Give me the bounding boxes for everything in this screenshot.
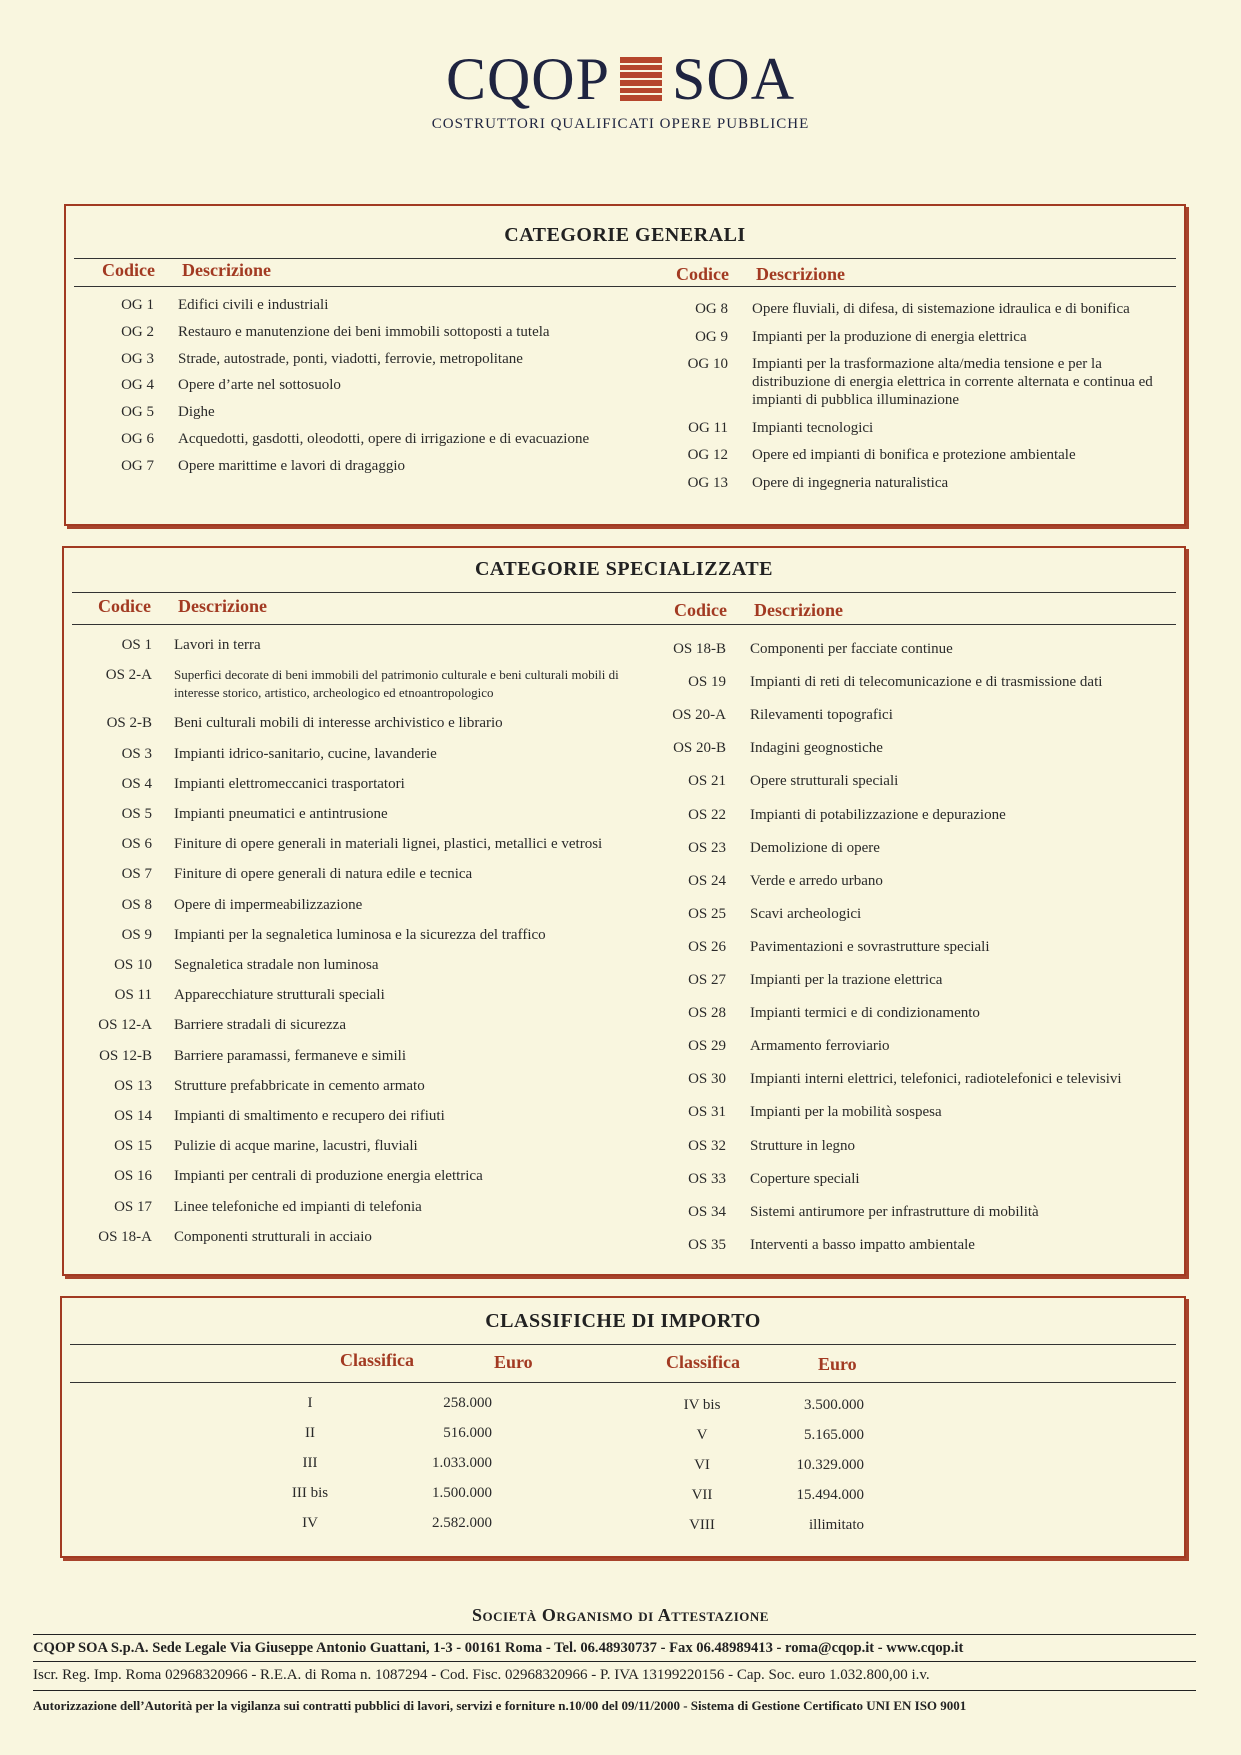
- classifica-value: VI: [694, 1457, 710, 1473]
- category-description: Strade, autostrade, ponti, viadotti, ferrovie, metropolitane: [178, 350, 523, 367]
- category-code: OS 3: [121, 745, 152, 762]
- euro-value: 516.000: [443, 1425, 492, 1441]
- footer-registration: Iscr. Reg. Imp. Roma 02968320966 - R.E.A. di Roma n. 1087294 - Cod. Fisc. 02968320966 - P. IVA 13199220156 - Cap. Soc. euro 1.032.800,00 i.v.: [33, 1667, 930, 1683]
- category-description: Impianti per la trazione elettrica: [750, 972, 943, 988]
- category-code: OS 25: [688, 905, 726, 922]
- category-description: Impianti termici e di condizionamento: [750, 1005, 980, 1022]
- category-code: OS 2-A: [105, 667, 152, 684]
- category-description: Barriere stradali di sicurezza: [174, 1017, 346, 1034]
- footer-divider: [33, 1661, 1196, 1662]
- category-description: Impianti per la trasformazione alta/media tensione e per la distribuzione di energia elettrica in corrente alternata e continua ed impianti di pubblica illuminazione: [752, 356, 1153, 408]
- category-description: Strutture prefabbricate in cemento armato: [174, 1077, 425, 1094]
- category-code: OS 16: [114, 1168, 152, 1185]
- category-code: OS 26: [688, 938, 726, 955]
- category-description: Dighe: [178, 404, 215, 421]
- categorie-generali-title: CATEGORIE GENERALI: [504, 224, 746, 246]
- euro-value: 3.500.000: [804, 1397, 864, 1413]
- classifica-value: III bis: [291, 1485, 329, 1501]
- category-code: OG 4: [121, 377, 154, 394]
- category-code: OG 1: [121, 297, 154, 313]
- category-code: OS 8: [121, 896, 152, 913]
- category-description: Componenti strutturali in acciaio: [174, 1228, 372, 1245]
- category-description: Indagini geognostiche: [750, 740, 883, 757]
- category-description: Opere strutturali speciali: [750, 773, 899, 790]
- category-description: Interventi a basso impatto ambientale: [750, 1236, 975, 1253]
- classifica-value: IV bis: [683, 1397, 721, 1413]
- category-code: OS 15: [114, 1138, 152, 1155]
- col-header-euro-right: Euro: [818, 1354, 857, 1374]
- category-description: Apparecchiature strutturali speciali: [174, 987, 385, 1004]
- category-code: OG 13: [687, 474, 728, 491]
- category-code: OS 12-A: [98, 1017, 152, 1034]
- category-code: OS 29: [688, 1038, 726, 1055]
- category-description: Opere ed impianti di bonifica e protezione ambientale: [752, 447, 1076, 463]
- category-description: Opere fluviali, di difesa, di sistemazione idraulica e di bonifica: [752, 301, 1130, 317]
- category-code: OS 34: [688, 1203, 726, 1220]
- category-description: Coperture speciali: [750, 1170, 860, 1187]
- category-description: Armamento ferroviario: [750, 1038, 890, 1055]
- col-header-descrizione: Descrizione: [182, 260, 271, 280]
- category-code: OS 2-B: [106, 715, 152, 732]
- category-description: Opere di impermeabilizzazione: [174, 896, 363, 913]
- category-description: Impianti elettromeccanici trasportatori: [174, 775, 405, 792]
- category-description: Barriere paramassi, fermaneve e simili: [174, 1047, 406, 1064]
- category-description: Impianti tecnologici: [752, 419, 874, 436]
- category-code: OS 9: [121, 926, 152, 943]
- category-description: Impianti per la mobilità sospesa: [750, 1104, 942, 1121]
- category-code: OS 13: [114, 1077, 152, 1094]
- col-header-descrizione-right: Descrizione: [754, 600, 843, 620]
- category-description: Impianti di reti di telecomunicazione e di trasmissione dati: [750, 674, 1103, 691]
- category-code: OS 18-A: [98, 1228, 152, 1245]
- category-description: Lavori in terra: [174, 637, 261, 653]
- category-description: Impianti interni elettrici, telefonici, radiotelefonici e televisivi: [750, 1071, 1122, 1088]
- category-description: Linee telefoniche ed impianti di telefonia: [174, 1198, 422, 1215]
- col-header-classifica: Classifica: [340, 1350, 414, 1370]
- euro-value: 5.165.000: [804, 1427, 864, 1443]
- category-code: OS 35: [688, 1236, 726, 1253]
- category-code: OS 6: [121, 836, 152, 853]
- category-code: OG 10: [687, 356, 728, 372]
- category-description: Finiture di opere generali di natura edile e tecnica: [174, 866, 473, 883]
- logo: [0, 44, 1241, 133]
- category-code: OG 11: [688, 419, 728, 436]
- divider: [72, 624, 1176, 625]
- category-description: Pavimentazioni e sovrastrutture speciali: [750, 938, 990, 955]
- classifica-value: V: [696, 1427, 708, 1443]
- category-description: Scavi archeologici: [750, 905, 862, 922]
- categorie-generali-box: [64, 204, 1186, 526]
- category-description: Impianti per la segnaletica luminosa e la sicurezza del traffico: [174, 926, 546, 943]
- col-header-classifica-right: Classifica: [666, 1352, 740, 1372]
- col-header-codice-right: Codice: [676, 264, 729, 284]
- category-code: OS 31: [688, 1104, 726, 1121]
- euro-value: 258.000: [443, 1395, 492, 1411]
- euro-value: 1.033.000: [432, 1455, 492, 1471]
- category-code: OS 21: [688, 773, 726, 790]
- categorie-specializzate-box: [62, 546, 1186, 1276]
- category-code: OS 7: [121, 866, 152, 883]
- category-code: OS 18-B: [673, 641, 726, 657]
- euro-value: 2.582.000: [432, 1515, 492, 1531]
- category-code: OG 3: [121, 350, 154, 367]
- category-code: OG 12: [687, 447, 728, 463]
- category-code: OS 20-A: [672, 707, 726, 724]
- category-description: Segnaletica stradale non luminosa: [174, 957, 379, 973]
- category-description: Opere di ingegneria naturalistica: [752, 474, 949, 491]
- col-header-descrizione: Descrizione: [178, 596, 267, 616]
- category-code: OS 5: [121, 806, 152, 822]
- category-code: OS 20-B: [673, 740, 726, 757]
- category-code: OS 23: [688, 839, 726, 856]
- category-code: OG 8: [695, 301, 728, 317]
- category-code: OS 32: [688, 1137, 726, 1154]
- footer-title: Società Organismo di Attestazione: [472, 1605, 769, 1625]
- classifica-value: III: [302, 1455, 318, 1471]
- category-description: Opere marittime e lavori di dragaggio: [178, 457, 405, 474]
- category-description: Finiture di opere generali in materiali lignei, plastici, metallici e vetrosi: [174, 836, 603, 853]
- category-code: OG 7: [121, 457, 154, 474]
- col-header-codice: Codice: [102, 260, 155, 280]
- category-code: OS 22: [688, 806, 726, 823]
- category-code: OS 30: [688, 1071, 726, 1088]
- classifica-value: VIII: [689, 1517, 715, 1533]
- col-header-codice: Codice: [98, 596, 151, 616]
- category-description: Verde e arredo urbano: [750, 872, 883, 889]
- col-header-codice-right: Codice: [674, 600, 727, 620]
- category-code: OS 28: [688, 1005, 726, 1022]
- col-header-descrizione-right: Descrizione: [756, 264, 845, 284]
- category-code: OS 10: [114, 957, 152, 973]
- category-description: Rilevamenti topografici: [750, 707, 893, 724]
- category-code: OS 33: [688, 1170, 726, 1187]
- footer-address: CQOP SOA S.p.A. Sede Legale Via Giuseppe Antonio Guattani, 1-3 - 00161 Roma - Tel. 06.48930737 - Fax 06.48989413 - roma@cqop.it - www.cqop.it: [33, 1640, 964, 1656]
- category-description: Sistemi antirumore per infrastrutture di mobilità: [750, 1203, 1039, 1220]
- col-header-euro: Euro: [494, 1352, 533, 1372]
- category-description: Pulizie di acque marine, lacustri, fluviali: [174, 1138, 418, 1155]
- category-description: Restauro e manutenzione dei beni immobili sottoposti a tutela: [178, 323, 550, 340]
- category-code: OG 2: [121, 323, 154, 340]
- category-code: OS 11: [114, 987, 152, 1004]
- category-code: OS 27: [688, 972, 726, 988]
- category-description: Beni culturali mobili di interesse archivistico e librario: [174, 715, 503, 732]
- euro-value: illimitato: [809, 1517, 864, 1533]
- category-code: OS 12-B: [99, 1047, 152, 1064]
- divider: [74, 286, 1176, 287]
- category-description: Acquedotti, gasdotti, oleodotti, opere di irrigazione e di evacuazione: [178, 431, 590, 447]
- category-description: Opere d’arte nel sottosuolo: [178, 377, 341, 394]
- category-code: OS 14: [114, 1108, 152, 1124]
- euro-value: 15.494.000: [796, 1487, 864, 1503]
- category-code: OS 24: [688, 872, 726, 889]
- footer-authorization: Autorizzazione dell’Autorità per la vigilanza sui contratti pubblici di lavori, servizi e forniture n.10/00 del 09/11/2000 - Sistema di Gestione Certificato UNI EN ISO 9001: [33, 1698, 967, 1713]
- category-description: Edifici civili e industriali: [178, 297, 329, 313]
- category-code: OG 9: [695, 328, 728, 345]
- divider: [70, 1382, 1176, 1383]
- logo-text-left: CQOP: [445, 46, 611, 112]
- logo-subtitle: COSTRUTTORI QUALIFICATI OPERE PUBBLICHE: [431, 116, 810, 132]
- category-description: Impianti per la produzione di energia elettrica: [752, 328, 1027, 345]
- category-description: Impianti di smaltimento e recupero dei rifiuti: [174, 1108, 445, 1124]
- category-description: Impianti per centrali di produzione energia elettrica: [174, 1168, 483, 1185]
- divider: [70, 1344, 1176, 1345]
- category-description: Impianti pneumatici e antintrusione: [174, 806, 388, 822]
- brick-logo-icon: [620, 57, 662, 101]
- classifica-value: II: [305, 1425, 315, 1441]
- category-description: Demolizione di opere: [750, 839, 880, 856]
- classifica-value: VII: [691, 1487, 713, 1503]
- category-code: OS 19: [688, 674, 726, 691]
- category-description: Componenti per facciate continue: [750, 641, 953, 657]
- euro-value: 1.500.000: [432, 1485, 492, 1501]
- footer-divider: [33, 1690, 1196, 1691]
- classifiche-box: [60, 1296, 1186, 1558]
- footer-divider: [33, 1634, 1196, 1635]
- divider: [74, 258, 1176, 259]
- logo-text-right: SOA: [672, 46, 796, 112]
- category-code: OS 4: [121, 775, 152, 792]
- category-code: OG 6: [121, 431, 154, 447]
- euro-value: 10.329.000: [796, 1457, 864, 1473]
- category-code: OS 1: [121, 637, 152, 653]
- category-description: Impianti idrico-sanitario, cucine, lavanderie: [174, 745, 437, 762]
- classifica-value: IV: [302, 1515, 318, 1531]
- classifiche-title: CLASSIFICHE DI IMPORTO: [485, 1310, 761, 1332]
- categorie-specializzate-title: CATEGORIE SPECIALIZZATE: [474, 558, 774, 580]
- category-description: Impianti di potabilizzazione e depurazione: [750, 806, 1006, 823]
- category-description: Superfici decorate di beni immobili del patrimonio culturale e beni culturali mobili di interesse storico, artistico, archeologico ed etnoantropologico: [174, 667, 619, 701]
- category-code: OS 17: [114, 1198, 152, 1215]
- classifica-value: I: [307, 1395, 313, 1411]
- category-code: OG 5: [121, 404, 154, 421]
- divider: [72, 592, 1176, 593]
- category-description: Strutture in legno: [750, 1137, 855, 1154]
